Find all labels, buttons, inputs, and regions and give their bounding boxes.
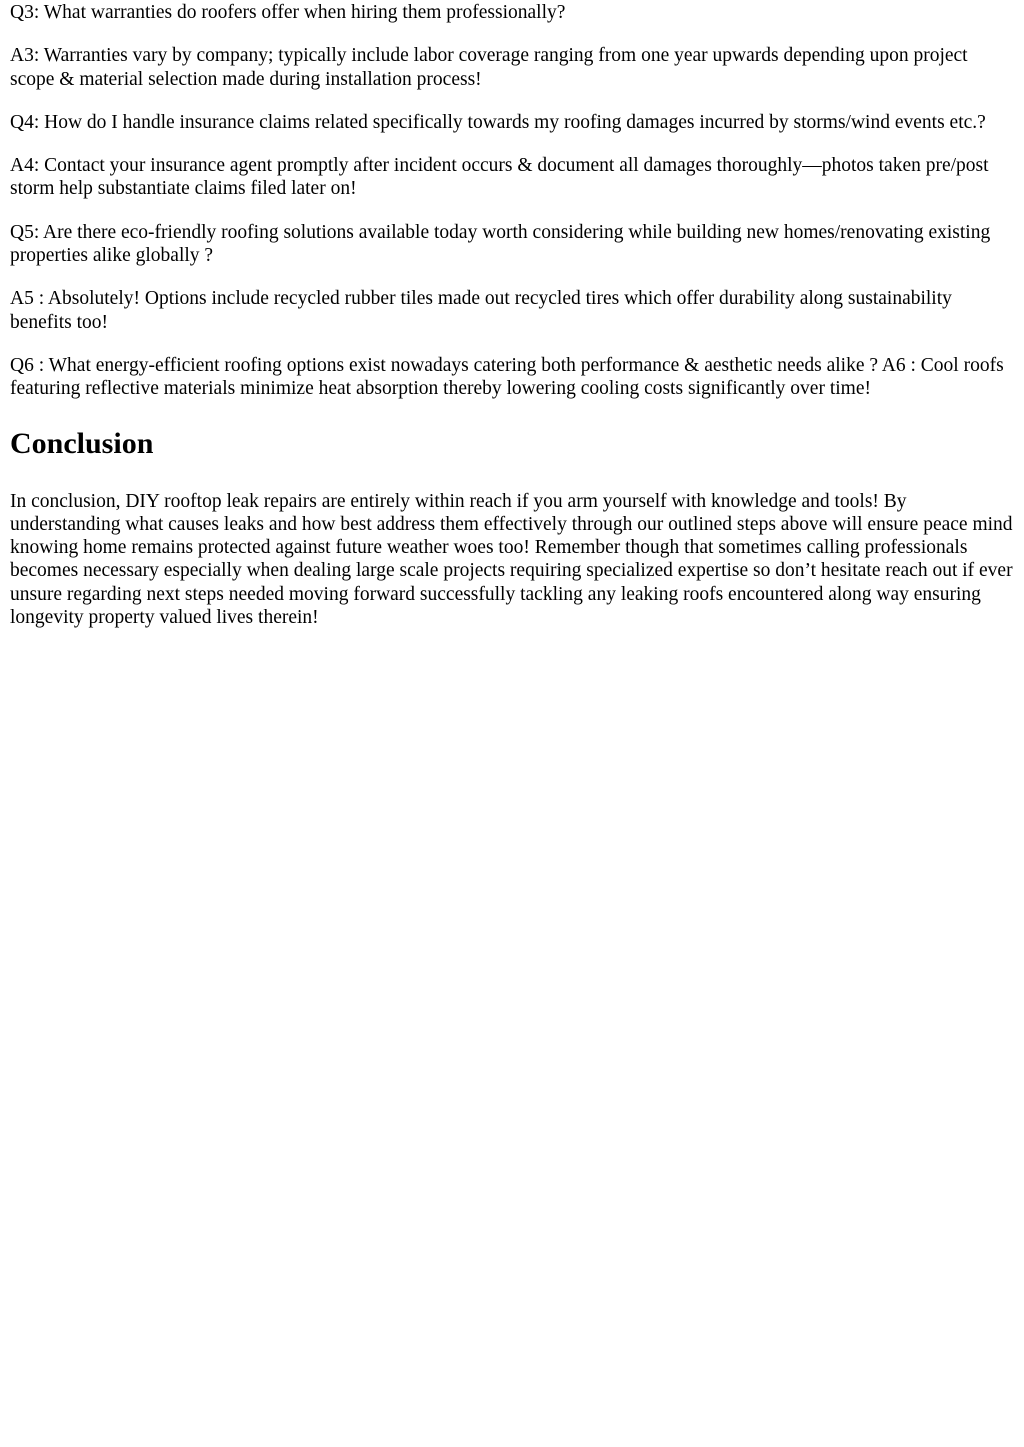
conclusion-body: In conclusion, DIY rooftop leak repairs are entirely within reach if you arm yourself with knowledge and tools! By understanding what causes leaks and how best address them effectively through our outlined steps above will ensure peace mind knowing home remains protected against future weather woes too! Remember though that sometimes calling professionals becomes necessary especially when dealing large scale projects requiring specialized expertise so don’t hesitate reach out if ever unsure regarding next steps needed moving forward successfully tackling any leaking roofs encountered along way ensuring longevity property valued lives therein!: [10, 490, 1013, 629]
faq-question-5: Q5: Are there eco-friendly roofing solutions available today worth considering while building new homes/renovating existing properties alike globally ?: [10, 221, 991, 267]
faq-answer-5: A5 : Absolutely! Options include recycled rubber tiles made out recycled tires which offer durability along sustainability benefits too!: [10, 288, 952, 333]
conclusion-heading: Conclusion: [10, 426, 154, 460]
faq-question-3: Q3: What warranties do roofers offer when hiring them professionally?: [10, 2, 566, 23]
faq-question-4: Q4: How do I handle insurance claims related specifically towards my roofing damages incurred by storms/wind events etc.?: [10, 111, 986, 133]
faq-answer-3: A3: Warranties vary by company; typically include labor coverage ranging from one year upwards depending upon project scope & material selection made during installation process!: [10, 45, 968, 90]
faq-question-answer-6: Q6 : What energy-efficient roofing options exist nowadays catering both performance & aesthetic needs alike ? A6 : Cool roofs featuring reflective materials minimize heat absorption thereby lowering cooling costs significantly over time!: [10, 354, 1004, 400]
article-content: [0, 1, 1024, 629]
faq-answer-4: A4: Contact your insurance agent promptly after incident occurs & document all damages thoroughly—photos taken pre/post storm help substantiate claims filed later on!: [10, 155, 989, 200]
